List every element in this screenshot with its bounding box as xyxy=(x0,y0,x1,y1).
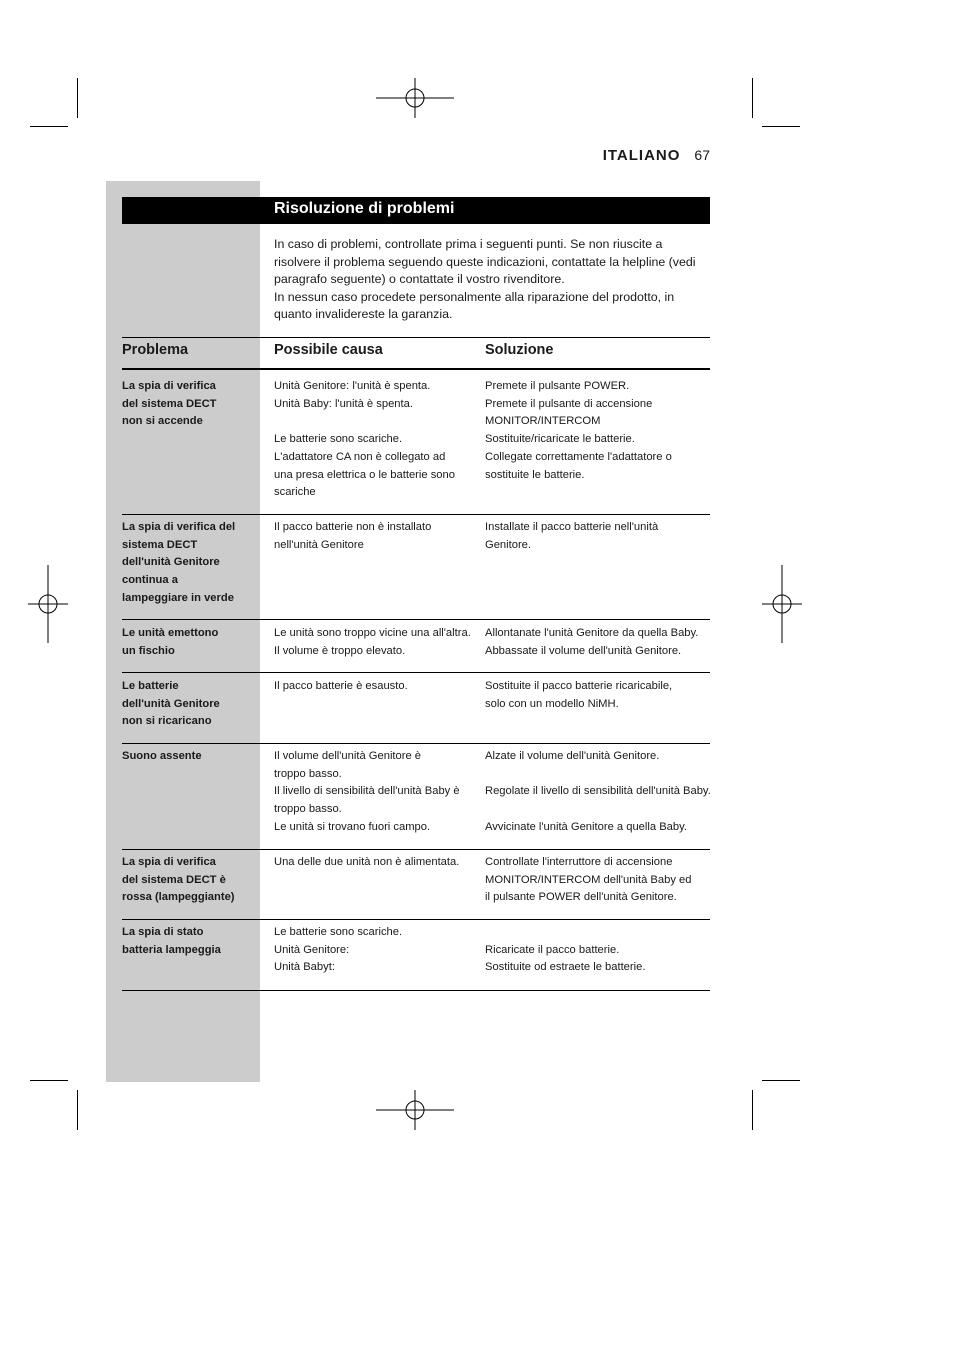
cell-line: Premete il pulsante POWER. xyxy=(485,380,630,392)
cell-line: batteria lampeggia xyxy=(122,943,221,956)
cell-line: La spia di stato xyxy=(122,926,204,938)
cell-line: lampeggiare in verde xyxy=(122,591,234,604)
crop-mark xyxy=(762,126,800,127)
cell-line: L'adattatore CA non è collegato ad xyxy=(274,450,446,463)
cell-line: La spia di verifica xyxy=(122,856,216,868)
cell-line: Il livello di sensibilità dell'unità Baby è xyxy=(274,785,460,798)
cell-line: La spia di verifica del xyxy=(122,521,236,533)
cell-line: Unità Genitore: l'unità è spenta. xyxy=(274,380,431,392)
language-label: ITALIANO xyxy=(602,147,681,164)
cell-line: Il pacco batterie non è installato xyxy=(274,521,432,533)
intro-paragraph: In nessun caso procedete personalmente alla riparazione del prodotto, in quanto invalidereste la garanzia. xyxy=(274,289,675,322)
cell-line: continua a xyxy=(122,574,178,587)
page-header xyxy=(603,147,710,164)
cell-line: Sostituite il pacco batterie ricaricabile, xyxy=(485,680,673,692)
crop-mark xyxy=(77,78,78,118)
crop-mark xyxy=(30,1080,68,1081)
intro-text xyxy=(274,236,710,324)
solution-cell xyxy=(485,854,715,907)
solution-cell xyxy=(485,748,715,836)
cell-line: Controllate l'interruttore di accensione xyxy=(485,856,673,868)
cell-line: Premete il pulsante di accensione xyxy=(485,397,653,410)
row-divider xyxy=(122,743,710,744)
crop-mark xyxy=(77,1090,78,1130)
cell-line: Una delle due unità non è alimentata. xyxy=(274,856,460,868)
registration-mark-icon xyxy=(28,565,68,643)
page-number: 67 xyxy=(694,147,710,163)
cell-line xyxy=(485,801,715,819)
registration-mark-icon xyxy=(376,78,454,118)
problem-cell xyxy=(122,924,252,959)
row-divider xyxy=(122,514,710,515)
column-header-solution: Soluzione xyxy=(485,342,554,358)
solution-cell xyxy=(485,519,715,554)
crop-mark xyxy=(762,1080,800,1081)
row-divider xyxy=(122,990,710,991)
cell-line: non si accende xyxy=(122,415,203,428)
cell-line: sostituite le batterie. xyxy=(485,468,585,481)
column-header-cause: Possibile causa xyxy=(274,342,383,358)
problem-cell xyxy=(122,378,252,431)
problem-cell xyxy=(122,519,252,608)
cell-line: del sistema DECT xyxy=(122,397,217,410)
cell-line: Le batterie sono scariche. xyxy=(274,433,403,446)
crop-mark xyxy=(752,78,753,118)
cell-line: Suono assente xyxy=(122,750,202,762)
cell-line: rossa (lampeggiante) xyxy=(122,891,235,904)
cell-line: Allontanate l'unità Genitore da quella Baby. xyxy=(485,627,699,639)
section-title-bar xyxy=(122,197,710,224)
row-divider xyxy=(122,849,710,850)
cell-line: nell'unità Genitore xyxy=(274,538,364,551)
intro-paragraph: In caso di problemi, controllate prima i seguenti punti. Se non riuscite a risolvere il problema seguendo queste indicazioni, contattate la helpline (vedi paragrafo seguente) o contattate il vostro rivenditore. xyxy=(274,237,696,287)
cell-line: Ricaricate il pacco batterie. xyxy=(485,943,620,956)
cell-line: Il volume è troppo elevato. xyxy=(274,644,406,657)
column-header-problem: Problema xyxy=(122,342,189,358)
cell-line: Sostituite od estraete le batterie. xyxy=(485,961,646,974)
cell-line: Le batterie sono scariche. xyxy=(274,926,403,938)
cell-line: MONITOR/INTERCOM dell'unità Baby ed xyxy=(485,873,692,886)
problem-cell xyxy=(122,748,252,766)
cell-line: Genitore. xyxy=(485,538,532,551)
cell-line: Sostituite/ricaricate le batterie. xyxy=(485,433,635,446)
cell-line: Unità Genitore: xyxy=(274,943,350,956)
cause-cell xyxy=(274,519,484,554)
cause-cell xyxy=(274,678,484,696)
cell-line: il pulsante POWER dell'unità Genitore. xyxy=(485,891,677,904)
problem-cell xyxy=(122,625,252,660)
cell-line: troppo basso. xyxy=(274,803,342,816)
crop-mark xyxy=(30,126,68,127)
cause-cell xyxy=(274,625,484,660)
cell-line xyxy=(485,766,715,784)
table-header-rule xyxy=(122,368,710,370)
row-divider xyxy=(122,672,710,673)
cell-line: Le unità emettono xyxy=(122,627,219,639)
cell-line: Regolate il livello di sensibilità dell'unità Baby. xyxy=(485,785,711,798)
cell-line: troppo basso. xyxy=(274,767,342,780)
problem-cell xyxy=(122,678,252,731)
cell-line: Le unità si trovano fuori campo. xyxy=(274,820,431,833)
solution-cell xyxy=(485,924,715,977)
cell-line: dell'unità Genitore xyxy=(122,556,220,569)
cell-line: Installate il pacco batterie nell'unità xyxy=(485,521,659,533)
registration-mark-icon xyxy=(376,1090,454,1130)
cell-line xyxy=(274,413,484,431)
cell-line: Le batterie xyxy=(122,680,179,692)
cell-line: dell'unità Genitore xyxy=(122,697,220,710)
cell-line xyxy=(485,924,715,942)
cell-line: sistema DECT xyxy=(122,538,198,551)
cell-line: del sistema DECT è xyxy=(122,873,226,886)
registration-mark-icon xyxy=(762,565,802,643)
section-title: Risoluzione di problemi xyxy=(274,200,455,217)
cell-line: Abbassate il volume dell'unità Genitore. xyxy=(485,644,682,657)
solution-cell xyxy=(485,625,715,660)
cell-line: Avvicinate l'unità Genitore a quella Baby. xyxy=(485,820,687,833)
cell-line: un fischio xyxy=(122,644,175,657)
cause-cell xyxy=(274,748,484,837)
cell-line: Alzate il volume dell'unità Genitore. xyxy=(485,750,660,762)
cell-line: MONITOR/INTERCOM xyxy=(485,415,601,428)
cell-line: Unità Babyt: xyxy=(274,961,335,974)
cell-line: solo con un modello NiMH. xyxy=(485,697,619,710)
cause-cell xyxy=(274,378,484,502)
cell-line: scariche xyxy=(274,486,316,499)
table-top-rule xyxy=(122,337,710,338)
crop-mark xyxy=(752,1090,753,1130)
cell-line: non si ricaricano xyxy=(122,715,212,728)
cell-line: Le unità sono troppo vicine una all'altra. xyxy=(274,627,471,639)
cell-line: Unità Baby: l'unità è spenta. xyxy=(274,397,413,410)
problem-cell xyxy=(122,854,252,907)
cell-line: Il volume dell'unità Genitore è xyxy=(274,750,422,762)
cause-cell xyxy=(274,854,484,872)
solution-cell xyxy=(485,378,715,484)
cause-cell xyxy=(274,924,484,977)
row-divider xyxy=(122,919,710,920)
cell-line: Il pacco batterie è esausto. xyxy=(274,680,408,692)
cell-line: una presa elettrica o le batterie sono xyxy=(274,468,455,481)
cell-line: La spia di verifica xyxy=(122,380,216,392)
solution-cell xyxy=(485,678,715,713)
row-divider xyxy=(122,619,710,620)
cell-line: Collegate correttamente l'adattatore o xyxy=(485,450,672,463)
